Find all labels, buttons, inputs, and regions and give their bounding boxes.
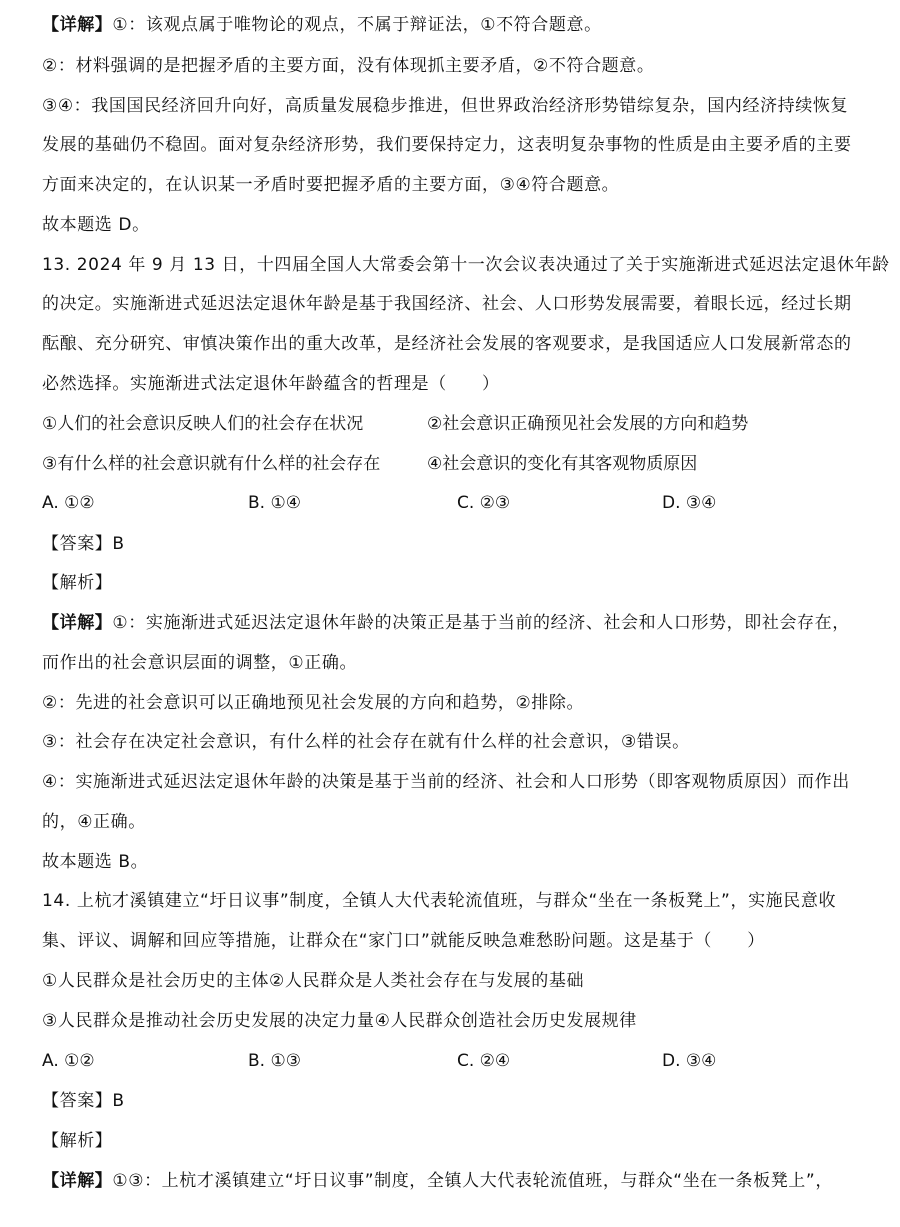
q14-stem-line-2: 集、评议、调解和回应等措施，让群众在“家门口”就能反映急难愁盼问题。这是基于（ ） bbox=[42, 931, 765, 951]
q14-option-a: A. ①② bbox=[42, 1051, 95, 1071]
q13-detail-line-2: 而作出的社会意识层面的调整，①正确。 bbox=[42, 653, 358, 673]
q13-conclusion: 故本题选 B。 bbox=[42, 852, 149, 872]
q14-analysis-label: 【解析】 bbox=[42, 1131, 113, 1151]
q14-option-c: C. ②④ bbox=[457, 1051, 511, 1071]
q13-analysis-label: 【解析】 bbox=[42, 573, 113, 593]
detail-label: 【详解】 bbox=[42, 15, 113, 35]
q13-option-b: B. ①④ bbox=[248, 493, 301, 513]
q14-answer: 【答案】B bbox=[42, 1091, 125, 1111]
prev-detail-line-1: 【详解】①：该观点属于唯物论的观点，不属于辩证法，①不符合题意。 bbox=[42, 15, 602, 35]
q13-item-4: ④社会意识的变化有其客观物质原因 bbox=[427, 454, 698, 474]
detail-label: 【详解】 bbox=[42, 1171, 113, 1191]
q13-stem-line-4: 必然选择。实施渐进式法定退休年龄蕴含的哲理是（ ） bbox=[42, 374, 500, 394]
prev-detail-line-2: ②：材料强调的是把握矛盾的主要方面，没有体现抓主要矛盾，②不符合题意。 bbox=[42, 56, 655, 76]
q13-stem-line-1: 13. 2024 年 9 月 13 日，十四届全国人大常委会第十一次会议表决通过了关于实施渐进式延迟法定退休年龄 bbox=[42, 255, 890, 275]
q13-detail-line-5: ④：实施渐进式延迟法定退休年龄的决策是基于当前的经济、社会和人口形势（即客观物质原因）而作出 bbox=[42, 772, 850, 792]
q13-option-d: D. ③④ bbox=[662, 493, 717, 513]
q14-detail-line-1: 【详解】①③：上杭才溪镇建立“圩日议事”制度，全镇人大代表轮流值班，与群众“坐在一条板凳上”， bbox=[42, 1171, 833, 1191]
detail-label: 【详解】 bbox=[42, 613, 113, 633]
q13-item-1: ①人们的社会意识反映人们的社会存在状况 bbox=[42, 414, 364, 434]
prev-detail-line-4: 发展的基础仍不稳固。面对复杂经济形势，我们要保持定力，这表明复杂事物的性质是由主要矛盾的主要 bbox=[42, 135, 852, 155]
q14-items-line-2: ③人民群众是推动社会历史发展的决定力量④人民群众创造社会历史发展规律 bbox=[42, 1011, 637, 1031]
q13-item-3: ③有什么样的社会意识就有什么样的社会存在 bbox=[42, 454, 381, 474]
prev-detail-line-3: ③④：我国国民经济回升向好，高质量发展稳步推进，但世界政治经济形势错综复杂，国内经济持续恢复 bbox=[42, 96, 849, 116]
prev-detail-line-5: 方面来决定的，在认识某一矛盾时要把握矛盾的主要方面，③④符合题意。 bbox=[42, 175, 620, 195]
q13-option-a: A. ①② bbox=[42, 493, 95, 513]
q14-items-line-1: ①人民群众是社会历史的主体②人民群众是人类社会存在与发展的基础 bbox=[42, 971, 585, 991]
q13-item-2: ②社会意识正确预见社会发展的方向和趋势 bbox=[427, 414, 749, 434]
q13-detail-line-6: 的，④正确。 bbox=[42, 812, 146, 832]
q13-detail-line-4: ③：社会存在决定社会意识，有什么样的社会存在就有什么样的社会意识，③错误。 bbox=[42, 732, 690, 752]
q13-detail-line-3: ②：先进的社会意识可以正确地预见社会发展的方向和趋势，②排除。 bbox=[42, 693, 585, 713]
q13-stem-line-2: 的决定。实施渐进式延迟法定退休年龄是基于我国经济、社会、人口形势发展需要，着眼长远，经过长期 bbox=[42, 294, 852, 314]
q14-option-d: D. ③④ bbox=[662, 1051, 717, 1071]
prev-conclusion: 故本题选 D。 bbox=[42, 215, 150, 235]
q13-detail-line-1: 【详解】①：实施渐进式延迟法定退休年龄的决策正是基于当前的经济、社会和人口形势，即社会存在， bbox=[42, 613, 850, 633]
q13-option-c: C. ②③ bbox=[457, 493, 511, 513]
q14-option-b: B. ①③ bbox=[248, 1051, 301, 1071]
q13-stem-line-3: 酝酿、充分研究、审慎决策作出的重大改革，是经济社会发展的客观要求，是我国适应人口发展新常态的 bbox=[42, 334, 852, 354]
q14-stem-line-1: 14. 上杭才溪镇建立“圩日议事”制度，全镇人大代表轮流值班，与群众“坐在一条板凳上”，实施民意收 bbox=[42, 891, 837, 911]
q13-answer: 【答案】B bbox=[42, 534, 125, 554]
